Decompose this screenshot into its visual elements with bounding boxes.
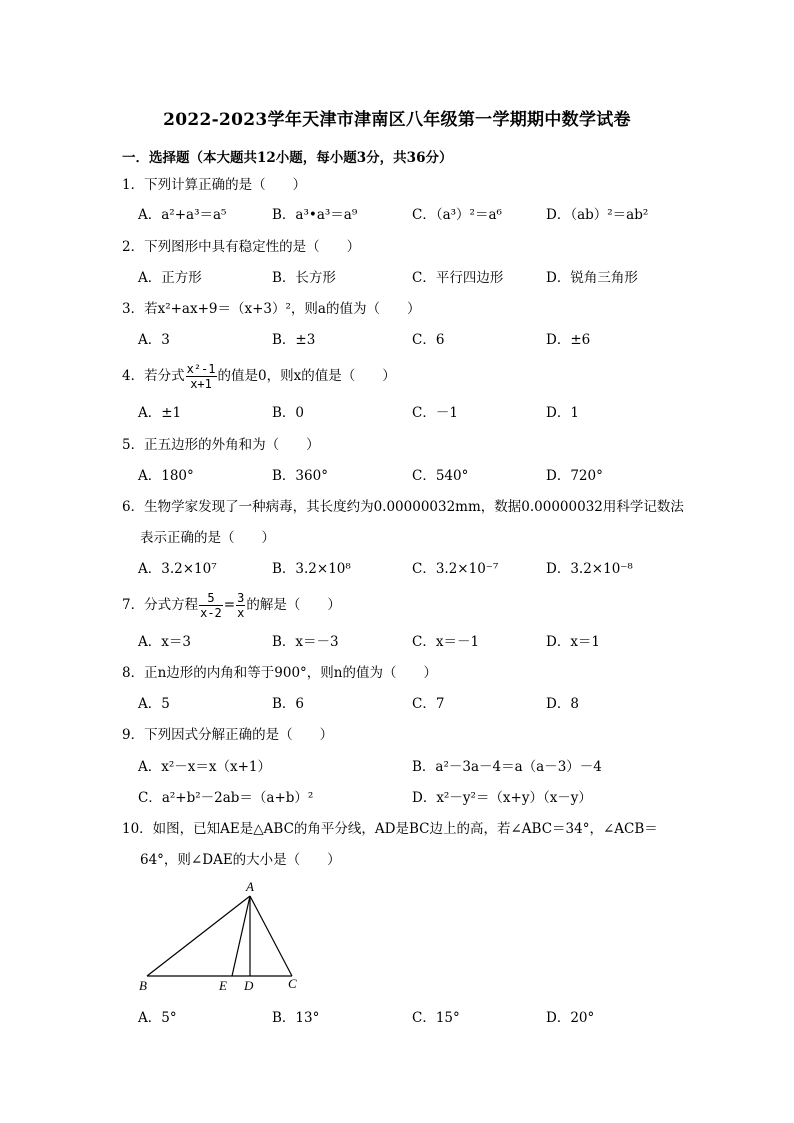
- question-2-stem: 2．下列图形中具有稳定性的是（ ）: [122, 239, 361, 255]
- question-4-option-c: C．－1: [412, 405, 458, 421]
- point-label-a: A: [246, 879, 254, 894]
- question-6-stem-continued: 表示正确的是（ ）: [140, 530, 275, 546]
- question-6-option-b: B．3.2×10⁸: [272, 561, 351, 577]
- question-9-option-b: B．a²－3a－4＝a（a－3）－4: [412, 759, 602, 775]
- question-10-option-d: D．20°: [546, 1010, 595, 1026]
- question-3-option-d: D．±6: [546, 332, 591, 348]
- question-9-stem: 9．下列因式分解正确的是（ ）: [122, 727, 334, 743]
- question-1-option-d: D．（ab）²＝ab²: [546, 207, 649, 223]
- point-label-c: C: [288, 976, 297, 991]
- question-10-stem: 10．如图，已知AE是△ABC的角平分线，AD是BC边上的高，若∠ABC＝34°，∠ACB＝: [122, 821, 658, 837]
- question-5-option-a: A．180°: [138, 468, 194, 484]
- fraction-numerator: x²-1: [186, 362, 216, 376]
- question-9-option-c: C．a²+b²－2ab＝（a+b）²: [138, 790, 314, 806]
- question-7-stem-post: 的解是（ ）: [246, 597, 341, 613]
- question-9-option-a: A．x²－x＝x（x+1）: [138, 759, 272, 775]
- question-2-option-b: B．长方形: [272, 270, 336, 286]
- section-heading: 一．选择题（本大题共12小题，每小题3分，共36分）: [122, 150, 453, 166]
- fraction-denominator: x+1: [190, 377, 212, 391]
- question-7-option-b: B．x＝－3: [272, 634, 339, 650]
- question-3-option-b: B．±3: [272, 332, 316, 348]
- question-6-option-a: A．3.2×10⁷: [138, 561, 217, 577]
- question-4-option-b: B．0: [272, 405, 305, 421]
- question-8-option-b: B．6: [272, 696, 305, 712]
- segment-ac: [250, 896, 292, 976]
- question-4-stem: [122, 360, 396, 392]
- question-8-option-a: A．5: [138, 696, 170, 712]
- question-10-option-a: A．5°: [138, 1010, 177, 1026]
- question-8-option-d: D．8: [546, 696, 579, 712]
- question-9-option-d: D．x²－y²＝（x+y）（x－y）: [412, 790, 592, 806]
- question-2-option-c: C．平行四边形: [412, 270, 504, 286]
- point-label-e: E: [219, 978, 227, 993]
- question-1-option-b: B．a³•a³＝a⁹: [272, 207, 358, 223]
- question-10-option-c: C．15°: [412, 1010, 460, 1026]
- page-title: 2022-2023学年天津市津南区八年级第一学期期中数学试卷: [163, 110, 631, 130]
- question-1-stem: 1．下列计算正确的是（ ）: [122, 177, 307, 193]
- question-8-option-c: C．7: [412, 696, 445, 712]
- question-6-option-c: C．3.2×10⁻⁷: [412, 561, 499, 577]
- point-label-d: D: [244, 978, 254, 993]
- question-7-option-d: D．x＝1: [546, 634, 601, 650]
- question-5-option-c: C．540°: [412, 468, 469, 484]
- question-6-option-d: D．3.2×10⁻⁸: [546, 561, 633, 577]
- question-3-option-c: C．6: [412, 332, 445, 348]
- question-7-stem-pre: 7．分式方程: [122, 597, 199, 613]
- fraction-numerator: 3: [237, 591, 245, 605]
- question-10-stem-continued: 64°，则∠DAE的大小是（ ）: [140, 852, 341, 868]
- question-7-option-a: A．x＝3: [138, 634, 191, 650]
- question-4-stem-pre: 4．若分式: [122, 368, 185, 384]
- question-1-option-c: C．（a³）²＝a⁶: [412, 207, 502, 223]
- question-5-option-d: D．720°: [546, 468, 603, 484]
- question-7-fraction-left: [199, 591, 223, 620]
- triangle-figure: [130, 878, 310, 996]
- question-4-option-a: A．±1: [138, 405, 182, 421]
- point-label-b: B: [139, 978, 147, 993]
- question-8-stem: 8．正n边形的内角和等于900°，则n的值为（ ）: [122, 665, 437, 681]
- question-2-option-d: D．锐角三角形: [546, 270, 638, 286]
- question-4-stem-post: 的值是0，则x的值是（ ）: [217, 368, 396, 384]
- question-7-fraction-right: [236, 591, 245, 620]
- question-4-fraction: [186, 362, 217, 391]
- question-2-option-a: A．正方形: [138, 270, 202, 286]
- question-3-stem: 3．若x²+ax+9＝（x+3）²，则a的值为（ ）: [122, 301, 421, 317]
- question-7-option-c: C．x＝－1: [412, 634, 480, 650]
- question-5-option-b: B．360°: [272, 468, 328, 484]
- question-10-option-b: B．13°: [272, 1010, 320, 1026]
- fraction-denominator: x: [237, 606, 245, 620]
- equals-sign: =: [223, 597, 236, 613]
- question-7-stem: [122, 589, 341, 621]
- question-6-stem: 6．生物学家发现了一种病毒，其长度约为0.00000032mm，数据0.00000032用科学记数法: [122, 499, 684, 515]
- question-1-option-a: A．a²+a³＝a⁵: [138, 207, 227, 223]
- question-4-option-d: D．1: [546, 405, 579, 421]
- question-3-option-a: A．3: [138, 332, 170, 348]
- fraction-denominator: x-2: [200, 606, 222, 620]
- fraction-numerator: 5: [199, 591, 223, 606]
- question-5-stem: 5．正五边形的外角和为（ ）: [122, 437, 320, 453]
